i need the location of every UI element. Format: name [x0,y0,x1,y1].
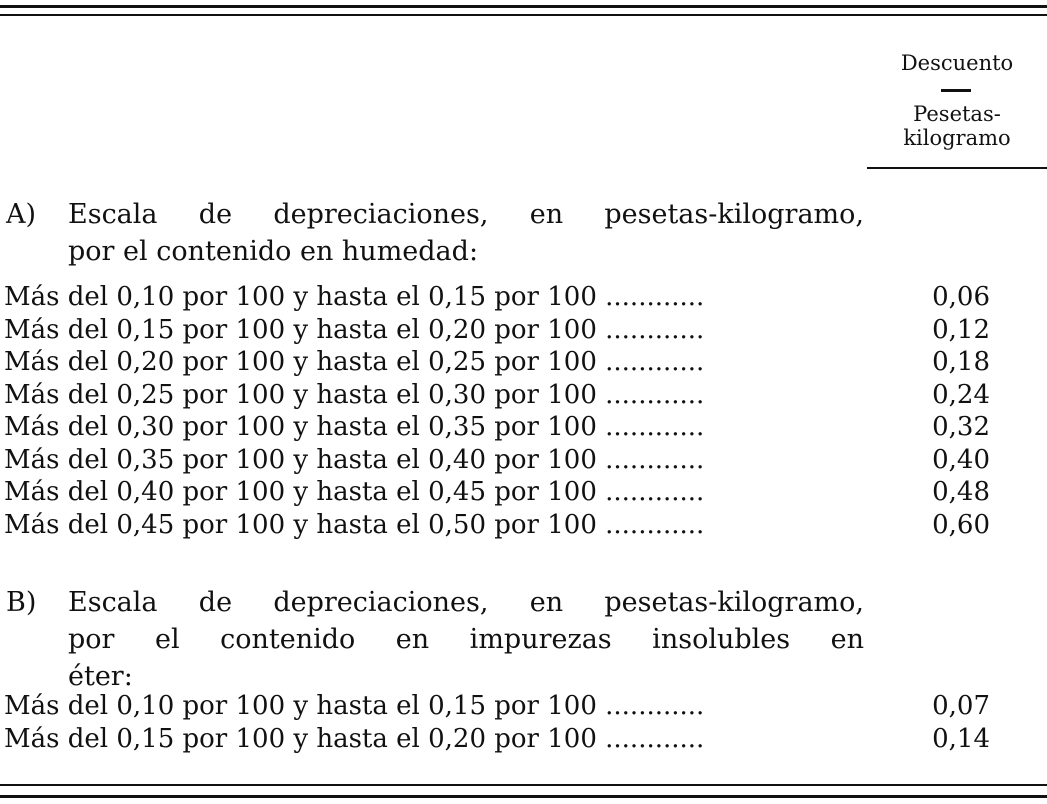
bottom-double-rule-lower [0,795,1047,798]
table-row [4,690,1047,723]
section-b-line1: Escala de depreciaciones, en pesetas-kilogramo, [68,587,864,618]
column-header-unit [867,102,1047,150]
top-double-rule-lower [0,14,1047,16]
section-b-label: B) [6,587,37,618]
table-row [4,411,1047,444]
column-header-unit-line1: Pesetas- [913,102,1001,126]
row-description: Más del 0,10 por 100 y hasta el 0,15 por 100 ............ [4,691,705,721]
table-row [4,444,1047,477]
section-a-line1: Escala de depreciaciones, en pesetas-kilogramo, [68,199,864,230]
row-description: Más del 0,40 por 100 y hasta el 0,45 por 100 ............ [4,477,705,507]
column-header-dash [941,89,971,92]
section-a-label: A) [6,199,37,230]
row-value: 0,14 [932,723,990,754]
table-row [4,476,1047,509]
row-description: Más del 0,10 por 100 y hasta el 0,15 por 100 ............ [4,282,705,312]
row-description: Más del 0,25 por 100 y hasta el 0,30 por 100 ............ [4,379,705,410]
row-description: Más del 0,15 por 100 y hasta el 0,20 por 100 ............ [4,314,705,345]
section-b-line2: por el contenido en impurezas insolubles en [68,624,864,655]
row-value: 0,32 [932,412,990,442]
table-row [4,346,1047,379]
row-value: 0,40 [932,444,990,475]
row-value: 0,07 [932,691,990,721]
bottom-double-rule-upper [0,784,1047,786]
section-a-heading [6,196,864,270]
row-description: Más del 0,20 por 100 y hasta el 0,25 por 100 ............ [4,347,705,377]
table-row [4,379,1047,412]
row-value: 0,06 [932,282,990,312]
table-row [4,509,1047,542]
row-value: 0,48 [932,477,990,507]
row-description: Más del 0,30 por 100 y hasta el 0,35 por 100 ............ [4,412,705,442]
column-header-rule [867,167,1047,169]
section-a-table [4,281,1047,541]
section-b-line3: éter: [68,661,133,692]
row-value: 0,18 [932,347,990,377]
table-row [4,723,1047,756]
table-row [4,281,1047,314]
table-row [4,314,1047,347]
row-value: 0,24 [932,379,990,410]
row-description: Más del 0,45 por 100 y hasta el 0,50 por 100 ............ [4,509,705,540]
row-description: Más del 0,35 por 100 y hasta el 0,40 por 100 ............ [4,444,705,475]
column-header-title: Descuento [900,51,1014,75]
top-double-rule-upper [0,5,1047,8]
section-b-heading [6,584,864,695]
column-header-unit-line2: kilogramo [903,126,1011,150]
section-a-line2: por el contenido en humedad: [68,236,479,267]
row-value: 0,12 [932,314,990,345]
row-description: Más del 0,15 por 100 y hasta el 0,20 por 100 ............ [4,723,705,754]
row-value: 0,60 [932,509,990,540]
section-b-table [4,690,1047,755]
